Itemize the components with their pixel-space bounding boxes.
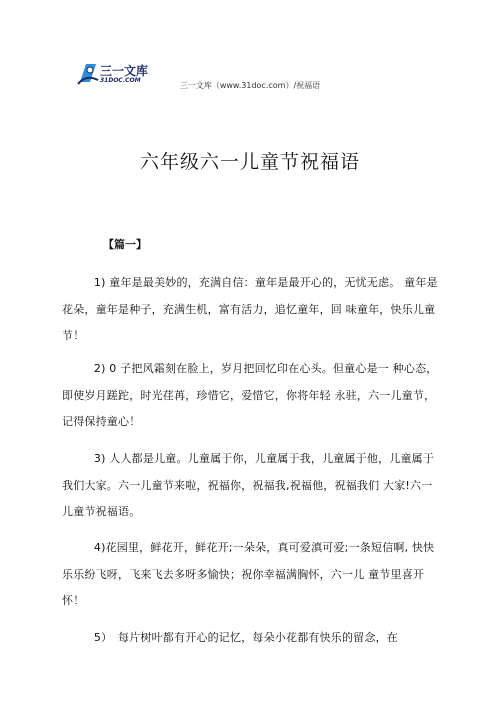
paragraph-3: 3) 人人都是儿童。儿童属于你，儿童属于我，儿童属于他，儿童属于我们大家。六一儿童节来啦，祝福你，祝福我,祝福他，祝福我们 大家!六一儿童节祝福语。 [62, 452, 435, 518]
source-line: 三一文库（www.31doc.com）/祝福语 [179, 81, 321, 90]
paragraph-4: 4)花园里，鲜花开，鲜花开;一朵朵，真可爱滇可爱;一条短信啊, 快快乐乐纷飞呀，飞来飞去多呀多愉快；祝你幸福满胸怀，六一儿 童节里喜开怀！ [62, 541, 435, 607]
logo-subtext: 31DOC.COM [100, 77, 141, 84]
paragraph-5: 5） 每片树叶都有开心的记忆，每朵小花都有快乐的留念，在 [93, 631, 398, 644]
section-label: 【篇一】 [103, 238, 147, 251]
paragraph-2: 2) 0 子把风霜刻在脸上，岁月把回忆印在心头。但童心是一 种心态，即使岁月蹉跎，时光荏苒，珍惜它，爱惜它，你将年轻 永驻，六一儿童节，记得保持童心！ [62, 362, 438, 428]
paragraph-1: 1) 童年是最美妙的，充满自信：童年是最开心的，无忧无虑。 童年是花朵，童年是种子，充满生机，富有活力，追忆童年，回 味童年，快乐儿童节！ [62, 276, 438, 342]
page-title: 六年级六一儿童节祝福语 [139, 151, 360, 173]
logo-text: 三一文库 [100, 64, 149, 78]
